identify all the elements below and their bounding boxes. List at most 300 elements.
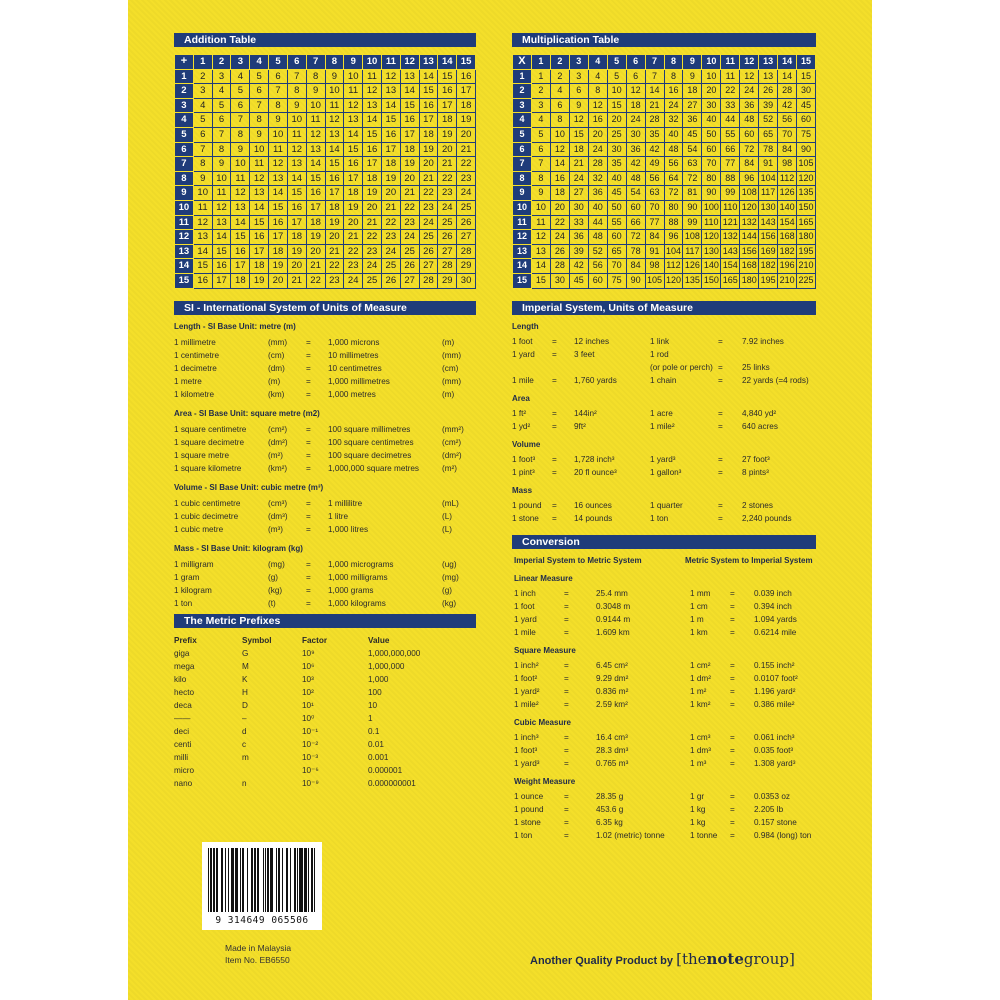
conversion-cell: = (730, 759, 735, 768)
multiplication-cell: 144 (740, 230, 759, 245)
addition-cell: 17 (231, 259, 250, 274)
addition-cell: 25 (457, 200, 476, 215)
multiplication-cell: 50 (702, 127, 721, 142)
imperial-cell: 1 chain (650, 376, 677, 385)
addition-cell: 25 (400, 244, 419, 259)
prefix-col-header: Factor (302, 636, 328, 645)
multiplication-cell: 88 (721, 171, 740, 186)
conversion-cell: 1.094 yards (754, 615, 797, 624)
multiplication-cell: 49 (645, 157, 664, 172)
addition-cell: 9 (193, 171, 212, 186)
multiplication-cell: 8 (588, 84, 607, 99)
addition-cell: 10 (212, 171, 231, 186)
multiplication-cell: 55 (721, 127, 740, 142)
si-cell: 1 cubic centimetre (174, 499, 241, 508)
addition-row-header: 10 (175, 200, 194, 215)
imperial-cell: 1 foot³ (512, 455, 536, 464)
prefix-cell: —— (174, 714, 191, 723)
conversion-cell: 0.765 m³ (596, 759, 629, 768)
addition-cell: 21 (400, 186, 419, 201)
addition-cell: 16 (212, 259, 231, 274)
addition-cell: 20 (269, 273, 288, 288)
multiplication-row (513, 127, 816, 142)
addition-cell: 21 (381, 200, 400, 215)
imperial-row (128, 361, 868, 374)
addition-col-header: 13 (419, 55, 438, 70)
multiplication-cell: 7 (645, 69, 664, 84)
multiplication-cell: 20 (550, 200, 569, 215)
multiplication-cell: 7 (531, 157, 550, 172)
multiplication-cell: 11 (721, 69, 740, 84)
addition-cell: 16 (287, 200, 306, 215)
addition-cell: 5 (193, 113, 212, 128)
conversion-cell: 0.0107 foot² (754, 674, 798, 683)
multiplication-cell: 18 (569, 142, 588, 157)
addition-cell: 28 (419, 273, 438, 288)
addition-row-header: 5 (175, 127, 194, 142)
addition-cell: 18 (363, 171, 382, 186)
addition-cell: 19 (400, 157, 419, 172)
addition-cell: 13 (363, 98, 382, 113)
conversion-cell: 1 foot (514, 602, 535, 611)
imperial-cell: = (552, 468, 557, 477)
addition-cell: 21 (325, 244, 344, 259)
si-cell: (cm²) (442, 438, 462, 447)
addition-cell: 3 (212, 69, 231, 84)
multiplication-cell: 35 (607, 157, 626, 172)
addition-cell: 14 (250, 200, 269, 215)
addition-cell: 13 (344, 113, 363, 128)
imperial-header: Imperial System, Units of Measure (512, 301, 816, 315)
multiplication-cell: 45 (607, 186, 626, 201)
addition-col-header: 9 (344, 55, 363, 70)
imperial-section-title: Area (512, 394, 530, 403)
multiplication-cell: 12 (569, 113, 588, 128)
multiplication-cell: 75 (607, 273, 626, 288)
si-cell: 1 litre (328, 512, 349, 521)
imperial-cell: = (718, 501, 723, 510)
addition-row-header: 15 (175, 273, 194, 288)
multiplication-row-header: 14 (513, 259, 532, 274)
multiplication-cell: 66 (721, 142, 740, 157)
addition-cell: 13 (269, 171, 288, 186)
conversion-cell: = (730, 831, 735, 840)
imperial-cell: (or pole or perch) (650, 363, 713, 372)
imperial-cell: = (552, 350, 557, 359)
si-cell: 1 centimetre (174, 351, 220, 360)
imperial-cell: 1 pound (512, 501, 542, 510)
si-cell: 1 kilogram (174, 586, 212, 595)
addition-cell: 14 (381, 98, 400, 113)
prefix-col-header: Symbol (242, 636, 272, 645)
addition-cell: 26 (381, 273, 400, 288)
multiplication-cell: 24 (588, 142, 607, 157)
si-cell: 1 square decimetre (174, 438, 245, 447)
addition-cell: 19 (381, 171, 400, 186)
addition-cell: 7 (250, 98, 269, 113)
multiplication-cell: 99 (721, 186, 740, 201)
addition-header-row (175, 55, 476, 70)
multiplication-cell: 28 (645, 113, 664, 128)
imperial-cell: 640 acres (742, 422, 778, 431)
imperial-row (128, 420, 868, 433)
multiplication-cell: 132 (721, 230, 740, 245)
addition-cell: 26 (400, 259, 419, 274)
addition-cell: 19 (250, 273, 269, 288)
si-cell: 1 ton (174, 599, 193, 608)
si-cell: = (306, 499, 311, 508)
imperial-cell: = (718, 455, 723, 464)
addition-row (175, 157, 476, 172)
addition-col-header: 2 (212, 55, 231, 70)
multiplication-cell: 54 (626, 186, 645, 201)
addition-cell: 6 (193, 127, 212, 142)
si-cell: 1,000 milligrams (328, 573, 388, 582)
multiplication-cell: 70 (607, 259, 626, 274)
addition-cell: 17 (306, 200, 325, 215)
prefix-cell: H (242, 688, 248, 697)
addition-cell: 11 (231, 171, 250, 186)
si-cell: = (306, 390, 311, 399)
multiplication-col-header: 12 (740, 55, 759, 70)
si-cell: 1 cubic metre (174, 525, 224, 534)
imperial-cell: 1 quarter (650, 501, 683, 510)
addition-cell: 23 (325, 273, 344, 288)
addition-cell: 22 (363, 230, 382, 245)
multiplication-cell: 180 (740, 273, 759, 288)
si-cell: 10 millimetres (328, 351, 379, 360)
addition-cell: 21 (287, 273, 306, 288)
prefix-cell: 1,000,000 (368, 662, 405, 671)
prefix-cell: centi (174, 740, 192, 749)
multiplication-cell: 3 (531, 98, 550, 113)
made-in-label: Made in Malaysia (225, 943, 292, 953)
multiplication-cell: 60 (588, 273, 607, 288)
multiplication-cell: 15 (569, 127, 588, 142)
multiplication-corner: X (513, 55, 532, 70)
multiplication-table (512, 54, 816, 289)
si-cell: = (306, 560, 311, 569)
addition-cell: 15 (381, 113, 400, 128)
prefix-cell: 0.01 (368, 740, 384, 749)
addition-cell: 21 (344, 230, 363, 245)
addition-cell: 15 (363, 127, 382, 142)
multiplication-cell: 135 (683, 273, 702, 288)
prefix-cell: 10⁻³ (302, 753, 319, 762)
conversion-cell: = (730, 589, 735, 598)
multiplication-cell: 90 (683, 200, 702, 215)
addition-cell: 22 (381, 215, 400, 230)
multiplication-cell: 18 (550, 186, 569, 201)
multiplication-cell: 72 (626, 230, 645, 245)
barcode-bars (208, 848, 316, 912)
multiplication-cell: 108 (683, 230, 702, 245)
addition-col-header: 5 (269, 55, 288, 70)
addition-cell: 23 (438, 186, 457, 201)
prefix-cell: – (242, 714, 247, 723)
addition-cell: 11 (193, 200, 212, 215)
prefix-row (128, 712, 488, 725)
addition-cell: 27 (419, 259, 438, 274)
si-cell: 1,000 millimetres (328, 377, 390, 386)
addition-cell: 12 (193, 215, 212, 230)
si-cell: (m) (442, 390, 455, 399)
multiplication-cell: 50 (607, 200, 626, 215)
imperial-cell: 27 foot³ (742, 455, 770, 464)
addition-row (175, 215, 476, 230)
conversion-cell: 1 yard (514, 615, 537, 624)
imperial-row (128, 512, 868, 525)
multiplication-cell: 96 (664, 230, 683, 245)
multiplication-cell: 30 (607, 142, 626, 157)
addition-cell: 19 (269, 259, 288, 274)
multiplication-cell: 6 (531, 142, 550, 157)
multiplication-cell: 32 (588, 171, 607, 186)
addition-cell: 9 (306, 84, 325, 99)
multiplication-cell: 78 (759, 142, 778, 157)
imperial-cell: 1 pint³ (512, 468, 535, 477)
addition-row-header: 12 (175, 230, 194, 245)
conversion-row (128, 587, 868, 600)
si-cell: (mg) (268, 560, 285, 569)
multiplication-cell: 91 (759, 157, 778, 172)
multiplication-row-header: 4 (513, 113, 532, 128)
multiplication-cell: 168 (778, 230, 797, 245)
multiplication-cell: 70 (778, 127, 797, 142)
imperial-cell: 1 rod (650, 350, 669, 359)
addition-cell: 13 (381, 84, 400, 99)
conversion-cell: 25.4 mm (596, 589, 628, 598)
imperial-row (128, 407, 868, 420)
conversion-cell: 0.061 inch³ (754, 733, 795, 742)
si-cell: 100 square millimetres (328, 425, 411, 434)
imperial-row (128, 466, 868, 479)
addition-cell: 22 (325, 259, 344, 274)
multiplication-cell: 84 (740, 157, 759, 172)
addition-cell: 25 (363, 273, 382, 288)
barcode (202, 842, 322, 930)
conversion-cell: = (730, 700, 735, 709)
si-cell: 1 millimetre (174, 338, 216, 347)
addition-cell: 13 (325, 127, 344, 142)
conversion-cell: 1 mm (690, 589, 711, 598)
addition-cell: 26 (438, 230, 457, 245)
prefix-cell: c (242, 740, 247, 749)
addition-cell: 14 (212, 230, 231, 245)
addition-cell: 24 (344, 273, 363, 288)
multiplication-cell: 48 (626, 171, 645, 186)
addition-cell: 23 (363, 244, 382, 259)
conversion-cell: 0.157 stone (754, 818, 797, 827)
multiplication-cell: 8 (550, 113, 569, 128)
multiplication-cell: 9 (683, 69, 702, 84)
addition-cell: 15 (306, 171, 325, 186)
si-cell: 1 decimetre (174, 364, 217, 373)
addition-cell: 18 (269, 244, 288, 259)
prefix-cell: nano (174, 779, 193, 788)
conversion-cell: 1 m² (690, 687, 707, 696)
si-cell: (kg) (442, 599, 457, 608)
brand-prefix: Another Quality Product by (530, 955, 674, 967)
multiplication-col-header: 7 (645, 55, 664, 70)
addition-cell: 10 (231, 157, 250, 172)
addition-cell: 17 (457, 84, 476, 99)
addition-cell: 7 (231, 113, 250, 128)
si-header: SI - International System of Units of Measure (174, 301, 476, 315)
addition-cell: 4 (231, 69, 250, 84)
prefix-cell: giga (174, 649, 190, 658)
conversion-section-title: Square Measure (514, 646, 576, 655)
addition-cell: 24 (363, 259, 382, 274)
conversion-left-title: Imperial System to Metric System (514, 556, 642, 565)
multiplication-cell: 15 (531, 273, 550, 288)
multiplication-cell: 120 (797, 171, 816, 186)
multiplication-col-header: 9 (683, 55, 702, 70)
imperial-row (128, 348, 868, 361)
si-cell: (dm) (268, 364, 285, 373)
imperial-cell: 1 ft² (512, 409, 527, 418)
imperial-cell: = (718, 468, 723, 477)
multiplication-cell: 8 (664, 69, 683, 84)
si-cell: 1,000 litres (328, 525, 369, 534)
imperial-cell: = (718, 409, 723, 418)
si-cell: (m²) (442, 464, 457, 473)
prefix-cell: 10⁻⁹ (302, 779, 319, 788)
si-cell: = (306, 425, 311, 434)
imperial-section-title: Mass (512, 486, 533, 495)
addition-cell: 13 (287, 157, 306, 172)
conversion-header: Conversion (512, 535, 816, 549)
addition-cell: 21 (306, 259, 325, 274)
multiplication-cell: 72 (740, 142, 759, 157)
conversion-cell: = (730, 792, 735, 801)
brand-logo: [thenotegroup] (676, 950, 795, 968)
addition-row-header: 6 (175, 142, 194, 157)
conversion-cell: 28.3 dm³ (596, 746, 629, 755)
addition-cell: 12 (287, 142, 306, 157)
addition-cell: 14 (193, 244, 212, 259)
multiplication-cell: 1 (531, 69, 550, 84)
addition-cell: 3 (193, 84, 212, 99)
multiplication-cell: 180 (797, 230, 816, 245)
si-cell: (g) (268, 573, 279, 582)
si-row (128, 388, 488, 401)
multiplication-row (513, 113, 816, 128)
addition-cell: 6 (231, 98, 250, 113)
conversion-cell: 1 foot² (514, 674, 538, 683)
conversion-cell: 0.3048 m (596, 602, 631, 611)
multiplication-row (513, 98, 816, 113)
conversion-cell: 1 ounce (514, 792, 544, 801)
multiplication-row (513, 215, 816, 230)
multiplication-row-header: 2 (513, 84, 532, 99)
addition-cell: 18 (306, 215, 325, 230)
si-cell: (ug) (442, 560, 457, 569)
si-cell: (cm²) (268, 425, 288, 434)
addition-cell: 20 (306, 244, 325, 259)
multiplication-cell: 14 (550, 157, 569, 172)
imperial-cell: 1 yard³ (650, 455, 676, 464)
conversion-cell: 1 inch³ (514, 733, 539, 742)
multiplication-cell: 25 (607, 127, 626, 142)
addition-cell: 24 (457, 186, 476, 201)
addition-cell: 17 (269, 230, 288, 245)
conversion-row (128, 829, 868, 842)
conversion-cell: = (564, 759, 569, 768)
addition-cell: 17 (250, 244, 269, 259)
multiplication-cell: 81 (683, 186, 702, 201)
addition-row (175, 84, 476, 99)
addition-cell: 20 (419, 157, 438, 172)
prefix-cell: micro (174, 766, 195, 775)
imperial-cell: 1 acre (650, 409, 673, 418)
multiplication-cell: 10 (607, 84, 626, 99)
si-section-title: Mass - SI Base Unit: kilogram (kg) (174, 544, 303, 553)
multiplication-cell: 84 (778, 142, 797, 157)
conversion-cell: 9.29 dm² (596, 674, 629, 683)
conversion-row (128, 744, 868, 757)
addition-cell: 15 (325, 157, 344, 172)
multiplication-cell: 121 (721, 215, 740, 230)
multiplication-cell: 18 (683, 84, 702, 99)
multiplication-cell: 21 (645, 98, 664, 113)
conversion-cell: 1 cm³ (690, 733, 711, 742)
multiplication-cell: 45 (683, 127, 702, 142)
si-cell: (m³) (268, 525, 283, 534)
multiplication-cell: 18 (626, 98, 645, 113)
addition-cell: 20 (400, 171, 419, 186)
multiplication-cell: 24 (664, 98, 683, 113)
multiplication-cell: 10 (550, 127, 569, 142)
addition-row-header: 9 (175, 186, 194, 201)
conversion-cell: 0.394 inch (754, 602, 792, 611)
si-cell: 1,000 grams (328, 586, 374, 595)
addition-cell: 16 (381, 127, 400, 142)
multiplication-cell: 156 (759, 230, 778, 245)
addition-cell: 17 (287, 215, 306, 230)
addition-cell: 12 (306, 127, 325, 142)
conversion-cell: 0.035 foot³ (754, 746, 794, 755)
addition-cell: 15 (212, 244, 231, 259)
imperial-cell: 7.92 inches (742, 337, 784, 346)
addition-cell: 14 (269, 186, 288, 201)
multiplication-cell: 36 (683, 113, 702, 128)
addition-cell: 30 (457, 273, 476, 288)
multiplication-cell: 56 (664, 157, 683, 172)
multiplication-cell: 39 (569, 244, 588, 259)
multiplication-row (513, 157, 816, 172)
multiplication-cell: 20 (607, 113, 626, 128)
multiplication-row (513, 244, 816, 259)
addition-cell: 12 (269, 157, 288, 172)
addition-table (174, 54, 476, 289)
multiplication-cell: 48 (588, 230, 607, 245)
multiplication-cell: 72 (683, 171, 702, 186)
multiplication-cell: 28 (550, 259, 569, 274)
multiplication-cell: 135 (797, 186, 816, 201)
imperial-cell: 1,760 yards (574, 376, 617, 385)
conversion-cell: 1 inch (514, 589, 536, 598)
conversion-cell: = (730, 687, 735, 696)
multiplication-cell: 36 (626, 142, 645, 157)
multiplication-cell: 88 (664, 215, 683, 230)
addition-cell: 9 (269, 113, 288, 128)
si-cell: = (306, 338, 311, 347)
multiplication-row (513, 273, 816, 288)
conversion-cell: 1 kg (690, 818, 706, 827)
multiplication-cell: 156 (740, 244, 759, 259)
addition-row (175, 142, 476, 157)
